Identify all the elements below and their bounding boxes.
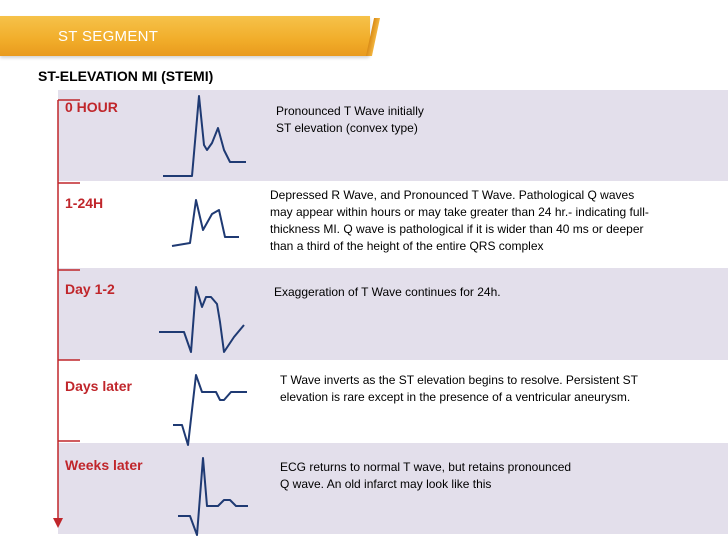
description-line: may appear within hours or may take greater than 24 hr.- indicating full-: [270, 205, 649, 219]
description-line: elevation is rare except in the presence of a ventricular aneurysm.: [280, 390, 631, 404]
description-line: T Wave inverts as the ST elevation begins to resolve. Persistent ST: [280, 373, 638, 387]
description-line: Depressed R Wave, and Pronounced T Wave. Pathological Q waves: [270, 188, 635, 202]
stage-label-4: Weeks later: [65, 457, 143, 473]
ecg-trace-days-later: [173, 375, 247, 445]
ecg-trace-0-hour: [163, 96, 246, 176]
stage-label-3: Days later: [65, 378, 132, 394]
main-title: ST-ELEVATION MI (STEMI): [38, 68, 214, 84]
stage-label-2: Day 1-2: [65, 281, 115, 297]
ecg-trace-day-1-2: [159, 287, 244, 352]
ecg-trace-weeks-later: [178, 458, 248, 535]
description-line: Pronounced T Wave initially: [276, 104, 424, 118]
description-line: ST elevation (convex type): [276, 121, 418, 135]
stage-label-1: 1-24H: [65, 195, 104, 211]
description-line: ECG returns to normal T wave, but retains pronounced: [280, 460, 572, 474]
description-line: than a third of the height of the entire QRS complex: [270, 239, 544, 253]
description-line: Q wave. An old infarct may look like this: [280, 477, 492, 491]
description-line: Exaggeration of T Wave continues for 24h.: [274, 285, 501, 299]
stage-label-0: 0 HOUR: [65, 99, 118, 115]
description-line: thickness MI. Q wave is pathological if it is wider than 40 ms or deeper: [270, 222, 644, 236]
page-header-title: ST SEGMENT: [58, 28, 159, 45]
ecg-trace-1-24h: [172, 200, 239, 246]
